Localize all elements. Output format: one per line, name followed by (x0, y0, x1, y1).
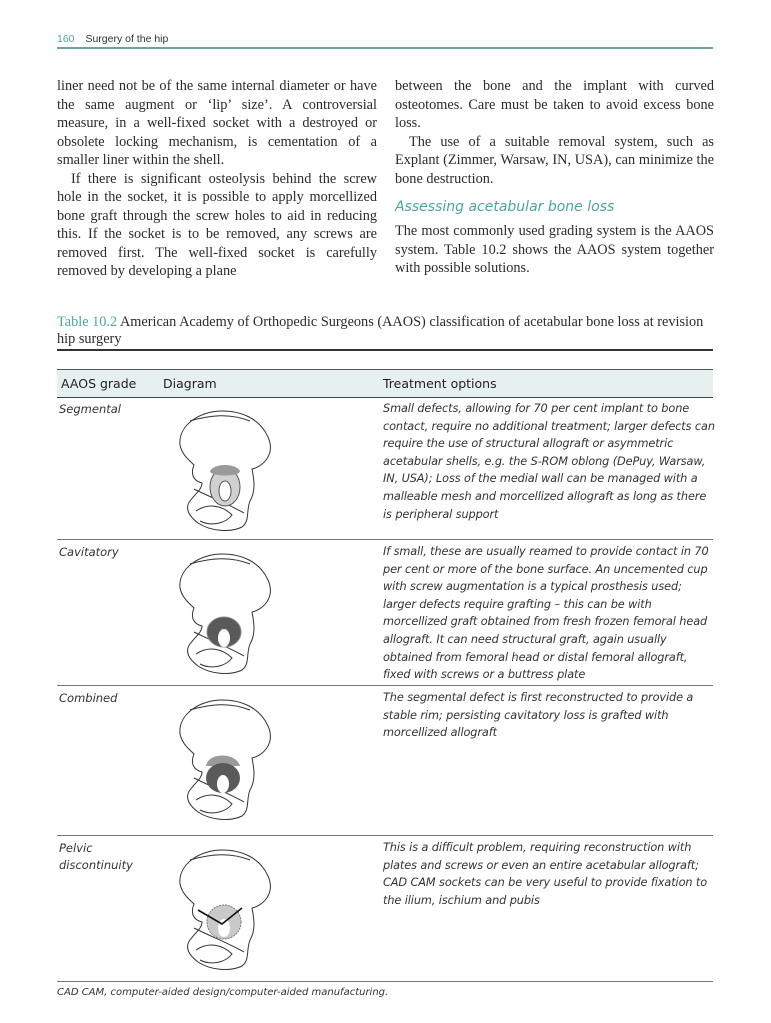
paragraph: liner need not be of the same internal diameter or have the same augment or ‘lip’ size’. A controversial measure, in a well-fixed socket with a destroyed or obsolete locking mechanism, is cementation of a smaller liner within the shell. (57, 78, 377, 168)
treatment-options: The segmental defect is first reconstructed to provide a stable rim; persisting cavitatory loss is grafted with morcellized allograft (383, 691, 694, 740)
treatment-options: Small defects, allowing for 70 per cent implant to bone contact, require no additional treatment; larger defects can require the use of structural allograft or asymmetric acetabular shells, e.g. the S-ROM oblong (DePuy, Warsaw, IN, USA); Loss of the medial wall can be managed with a malleable mesh and morcellized allograft as long as there is peripheral support (383, 402, 715, 521)
pelvis-cavitatory-diagram (160, 548, 290, 678)
pelvis-combined-diagram (160, 694, 290, 824)
aaos-grade: Combined (59, 691, 118, 705)
table-row (57, 836, 713, 980)
caption-rule (57, 349, 713, 351)
column-header-treatment: Treatment options (383, 376, 497, 391)
aaos-grade: Cavitatory (59, 545, 119, 559)
running-title: Surgery of the hip (85, 33, 169, 45)
table-header (57, 369, 713, 398)
pelvis-segmental-diagram (160, 405, 290, 535)
column-header-grade: AAOS grade (61, 376, 137, 391)
section-heading: Assessing acetabular bone loss (395, 199, 615, 215)
table-row (57, 397, 713, 540)
table-row (57, 686, 713, 836)
pelvis-discontinuity-diagram (160, 844, 290, 974)
running-head (57, 33, 713, 48)
paragraph: If there is significant osteolysis behind the screw hole in the socket, it is possible to apply morcellized bone graft through the screw holes to aid in reducing this. If the socket is to be removed, any screws are removed first. The well-fixed socket is carefully removed by developing a plane (57, 170, 377, 279)
table-row (57, 540, 713, 686)
treatment-options: This is a difficult problem, requiring reconstruction with plates and screws or even an entire acetabular allograft; CAD CAM sockets can be very useful to provide fixation to the ilium, ischium and pubis (383, 841, 708, 907)
aaos-grade: Segmental (59, 402, 121, 416)
table-caption (57, 314, 713, 348)
right-column (395, 77, 714, 278)
table-caption-text: American Academy of Orthopedic Surgeons (AAOS) classification of acetabular bone loss at revision hip surgery (57, 314, 704, 347)
page-number: 160 (57, 33, 75, 45)
treatment-options: If small, these are usually reamed to provide contact in 70 per cent or more of the bone surface. An uncemented cup with screw augmentation is a typical prosthesis used; larger defects require grafting – this can be with morcellized graft obtained from fresh frozen femoral head allograft. It can need structural graft, again usually obtained from femoral head or distal femoral allograft, fixed with screws or a buttress plate (383, 545, 709, 682)
paragraph: The use of a suitable removal system, such as Explant (Zimmer, Warsaw, IN, USA), can minimize the bone destruction. (395, 133, 714, 187)
segmental-defect (210, 465, 240, 476)
header-rule (57, 47, 713, 49)
left-column (57, 77, 377, 281)
column-header-diagram: Diagram (163, 376, 217, 391)
table-footnote: CAD CAM, computer-aided design/computer-aided manufacturing. (57, 981, 713, 998)
table-number: Table 10.2 (57, 314, 118, 330)
aaos-grade: Pelvic discontinuity (59, 841, 133, 872)
paragraph: between the bone and the implant with curved osteotomes. Care must be taken to avoid excess bone loss. (395, 78, 714, 131)
paragraph: The most commonly used grading system is the AAOS system. Table 10.2 shows the AAOS system together with possible solutions. (395, 223, 714, 276)
